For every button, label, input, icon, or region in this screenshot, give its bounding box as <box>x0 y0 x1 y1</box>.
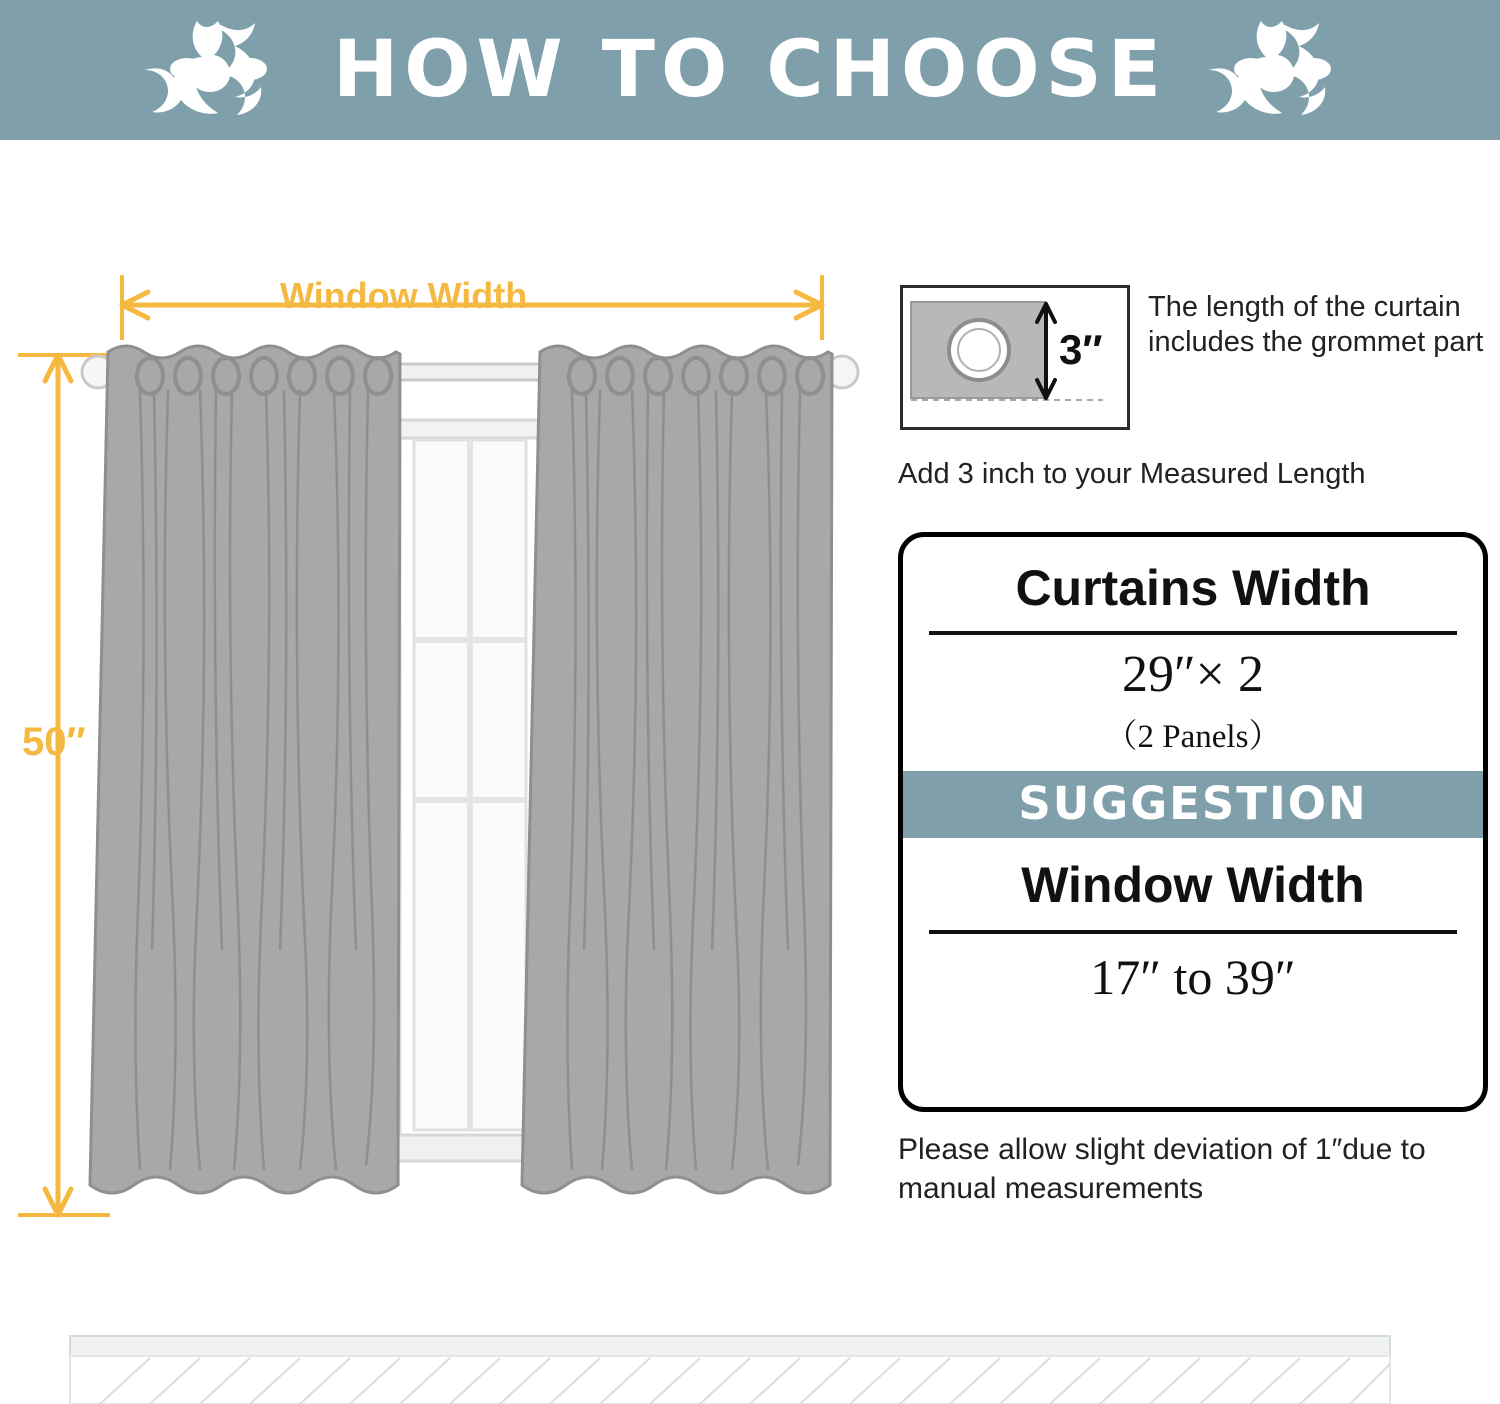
spec-card <box>898 532 1488 1112</box>
curtain-panel-left <box>90 346 400 1193</box>
curtains-width-value: 29″× 2 <box>1122 646 1264 703</box>
window-width-range: 17″ to 39″ <box>1090 949 1296 1005</box>
info-column <box>890 140 1490 1300</box>
curtains-width-panels: （2 Panels） <box>1104 719 1282 755</box>
floor-graphic <box>0 1330 1500 1404</box>
window-width-label: Window Width <box>280 275 528 316</box>
add-length-note: Add 3 inch to your Measured Length <box>898 458 1366 490</box>
window-width-title: Window Width <box>1021 857 1365 913</box>
fleur-de-lis-icon <box>143 15 293 125</box>
grommet-detail-svg <box>903 288 1127 427</box>
suggestion-banner: SUGGESTION <box>903 771 1483 838</box>
grommet-detail-box <box>900 285 1130 430</box>
curtains-width-title: Curtains Width <box>1015 560 1371 616</box>
header-banner <box>0 0 1500 140</box>
grommet-measure-text: 3″ <box>1059 326 1103 373</box>
curtain-window-illustration <box>0 140 880 1300</box>
grommet-note: The length of the curtain includes the grommet part <box>1148 291 1484 359</box>
curtain-height-label: 50″ <box>22 720 86 764</box>
fleur-de-lis-icon <box>1207 15 1357 125</box>
page-title: HOW TO CHOOSE <box>332 25 1168 115</box>
curtain-panel-right <box>522 346 832 1193</box>
deviation-note: Please allow slight deviation of 1″due to manual measurements <box>898 1133 1426 1205</box>
